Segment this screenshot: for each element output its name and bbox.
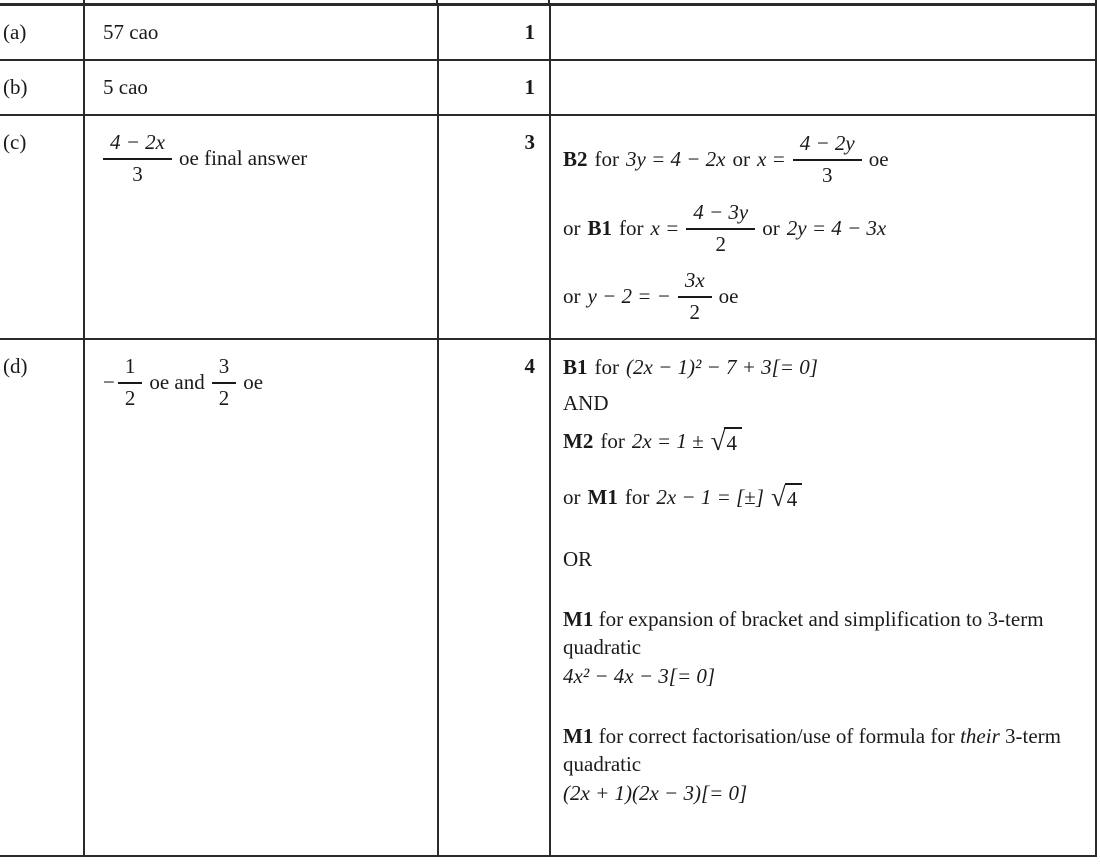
note-line-or <box>563 267 1085 327</box>
part-label: (d) <box>3 354 28 378</box>
equation: (2x − 1)² − 7 + 3[= 0] <box>626 355 818 379</box>
note-text: or <box>732 147 750 172</box>
notes-cell-b <box>551 61 1097 116</box>
equation: y − 2 = − <box>587 284 671 309</box>
fraction-numerator: 1 <box>118 353 143 384</box>
note-text: or <box>563 284 581 309</box>
radical-sign: √ <box>770 481 786 512</box>
note-line-or-big: OR <box>563 547 593 572</box>
fraction <box>678 267 712 327</box>
answer-cell-a <box>85 6 439 61</box>
equation: x = <box>650 215 680 240</box>
fraction <box>118 353 143 413</box>
answer-text: 57 cao <box>103 20 159 44</box>
equation: 3y = 4 − 2x <box>626 147 726 172</box>
answer-cell-d <box>85 340 439 857</box>
mark-code: B1 <box>587 215 613 240</box>
mark-code: M1 <box>563 607 594 632</box>
fraction-denominator: 2 <box>715 231 727 256</box>
equation: 2y = 4 − 3x <box>786 215 887 240</box>
mark-code: M1 <box>563 724 594 749</box>
answer-suffix: oe <box>243 370 264 395</box>
fraction-denominator: 2 <box>124 386 136 411</box>
note-text: oe <box>718 284 739 309</box>
mark-scheme-table <box>0 3 1097 857</box>
answer-cell-c <box>85 116 439 340</box>
part-label: (b) <box>3 75 28 99</box>
note-line-m2 <box>563 427 1085 457</box>
fraction <box>793 130 862 190</box>
fraction <box>686 199 755 259</box>
note-text: or <box>563 485 581 510</box>
minus-sign: − <box>103 370 115 395</box>
fraction-numerator: 3x <box>678 267 712 298</box>
fraction <box>212 353 237 413</box>
note-text: for <box>600 429 625 454</box>
marks-value: 1 <box>524 20 535 44</box>
equation: 2x − 1 = [±] <box>656 485 764 510</box>
radical-sign: √ <box>710 425 726 456</box>
answer-text: 5 cao <box>103 75 148 99</box>
square-root <box>771 483 802 513</box>
note-paragraph <box>563 723 1085 778</box>
part-cell-d <box>0 340 85 857</box>
note-text: 3-term quadratic <box>563 724 1061 776</box>
equation: 4x² − 4x − 3[= 0] <box>563 664 716 689</box>
answer-expression <box>103 353 431 413</box>
fraction-denominator: 3 <box>822 163 833 188</box>
square-root <box>711 427 742 457</box>
note-line-m1-or <box>563 483 1085 513</box>
note-line-b1 <box>563 199 1085 259</box>
answer-cell-b <box>85 61 439 116</box>
fraction-denominator: 3 <box>132 162 143 187</box>
equation: (2x + 1)(2x − 3)[= 0] <box>563 780 748 805</box>
part-label: (a) <box>3 20 27 44</box>
note-text: for correct factorisation/use of formula for <box>598 724 955 749</box>
part-label: (c) <box>3 130 27 154</box>
equation: x = <box>757 147 786 172</box>
fraction <box>103 129 172 189</box>
fraction-numerator: 4 − 3y <box>686 199 755 230</box>
note-text: for expansion of bracket and simplification to 3-term quadratic <box>563 607 1044 659</box>
fraction-numerator: 4 − 2x <box>103 129 172 160</box>
part-cell-a <box>0 6 85 61</box>
mark-code: B2 <box>563 147 588 172</box>
note-text: or <box>762 215 780 240</box>
radicand: 4 <box>724 427 742 457</box>
note-text-italic: their <box>960 724 1000 749</box>
note-text: for <box>619 215 644 240</box>
mark-code: M2 <box>563 429 594 454</box>
fraction-numerator: 3 <box>212 353 237 384</box>
note-paragraph <box>563 606 1085 661</box>
part-cell-c <box>0 116 85 340</box>
note-line-b2 <box>563 130 1085 190</box>
note-block-m1-expansion <box>563 606 1085 690</box>
note-text: for <box>624 485 650 510</box>
note-line-b1 <box>563 354 1085 381</box>
marks-cell-c <box>439 116 551 340</box>
marks-value: 3 <box>524 130 535 154</box>
marks-cell-d <box>439 340 551 857</box>
notes-cell-d <box>551 340 1097 857</box>
fraction-denominator: 2 <box>689 300 700 325</box>
answer-text: oe and <box>149 370 205 395</box>
note-text: or <box>563 215 581 240</box>
answer-suffix: oe final answer <box>179 146 308 171</box>
fraction-numerator: 4 − 2y <box>793 130 862 161</box>
note-block-m1-factorisation <box>563 723 1085 807</box>
answer-expression <box>103 129 431 189</box>
marks-cell-b <box>439 61 551 116</box>
fraction-denominator: 2 <box>218 386 230 411</box>
mark-code: M1 <box>587 485 618 510</box>
note-text: for <box>594 147 620 172</box>
mark-code: B1 <box>563 355 588 379</box>
part-cell-b <box>0 61 85 116</box>
marks-cell-a <box>439 6 551 61</box>
notes-cell-c <box>551 116 1097 340</box>
note-line-and: AND <box>563 391 609 416</box>
notes-cell-a <box>551 6 1097 61</box>
radicand: 4 <box>785 483 803 513</box>
note-text: for <box>594 355 620 379</box>
marks-value: 1 <box>524 75 535 99</box>
marks-value: 4 <box>524 354 535 378</box>
note-text: oe <box>868 147 889 172</box>
equation: 2x = 1 ± <box>631 429 704 454</box>
